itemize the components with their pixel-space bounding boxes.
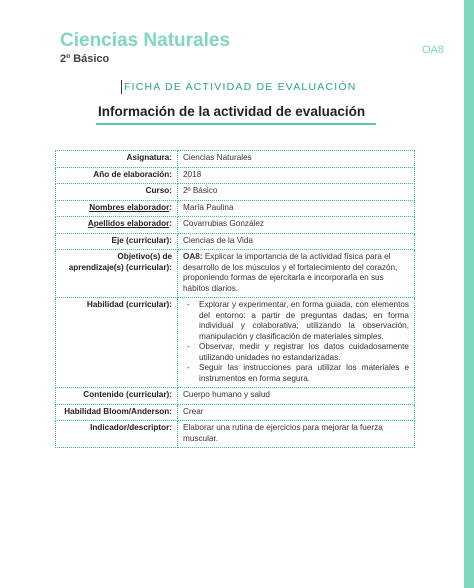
table-row bbox=[56, 388, 415, 405]
nombres-label bbox=[56, 200, 178, 217]
objetivo-value[interactable] bbox=[178, 250, 415, 298]
contenido-value[interactable]: Cuerpo humano y salud bbox=[178, 388, 415, 405]
habilidad-item: - Explorar y experimentar, en forma guiada, con elementos del entorno: a partir de preguntas dadas; en forma individual y colaborativa; utilizando la observación, manipulación y clasificación de materiales simples. bbox=[199, 300, 409, 342]
eje-value[interactable]: Ciencias de la Vida bbox=[178, 233, 415, 250]
habilidad-label: Habilidad (curricular): bbox=[56, 298, 178, 388]
apellidos-label bbox=[56, 217, 178, 234]
table-row bbox=[56, 151, 415, 168]
anio-label: Año de elaboración: bbox=[56, 167, 178, 184]
indicador-value[interactable]: Elaborar una rutina de ejercicios para mejorar la fuerza muscular. bbox=[178, 421, 415, 448]
header-code: OA8 bbox=[421, 44, 444, 56]
text-cursor bbox=[121, 80, 122, 94]
table-row bbox=[56, 200, 415, 217]
table-row bbox=[56, 250, 415, 298]
nombres-label-colon: : bbox=[169, 202, 172, 212]
habilidad-item: - Observar, medir y registrar los datos cuidadosamente utilizando unidades no estandarizadas. bbox=[199, 342, 409, 363]
table-row bbox=[56, 233, 415, 250]
table-row bbox=[56, 217, 415, 234]
apellidos-label-text: Apellidos elaborador bbox=[87, 219, 170, 228]
eje-label: Eje (curricular): bbox=[56, 233, 178, 250]
page-subtitle[interactable]: FICHA DE ACTIVIDAD DE EVALUACIÓN bbox=[124, 81, 357, 93]
page-title: Información de la actividad de evaluación bbox=[98, 104, 366, 119]
header-subtitle: 2º Básico bbox=[60, 53, 110, 65]
objetivo-text: Explicar la importancia de la actividad física para el desarrollo de los músculos y el fortalecimiento del corazón, proponiendo formas de ejercitarla e incorporarla en sus hábitos diarios. bbox=[183, 252, 398, 293]
table-row bbox=[56, 421, 415, 448]
nombres-label-text: Nombres elaborador bbox=[89, 202, 170, 212]
habilidad-item: - Seguir las instrucciones para utilizar los materiales e instrumentos en forma segura. bbox=[199, 363, 409, 384]
bloom-value[interactable]: Crear bbox=[178, 404, 415, 421]
asignatura-label: Asignatura: bbox=[56, 151, 178, 168]
habilidad-list bbox=[183, 300, 409, 384]
indicador-label: Indicador/descriptor: bbox=[56, 421, 178, 448]
title-underline bbox=[96, 123, 376, 125]
table-row bbox=[56, 167, 415, 184]
habilidad-value[interactable] bbox=[178, 298, 415, 388]
nombres-value[interactable]: María Paulina bbox=[178, 200, 415, 217]
table-row bbox=[56, 184, 415, 201]
table-row bbox=[56, 404, 415, 421]
bloom-label: Habilidad Bloom/Anderson: bbox=[56, 404, 178, 421]
decorative-side-band bbox=[464, 0, 474, 588]
objetivo-code: OA8: bbox=[183, 252, 203, 261]
curso-value[interactable]: 2º Básico bbox=[178, 184, 415, 201]
objetivo-label: Objetivo(s) de aprendizaje(s) (curricular): bbox=[56, 250, 178, 298]
contenido-label: Contenido (curricular): bbox=[56, 388, 178, 405]
table-row bbox=[56, 298, 415, 388]
header-title: Ciencias Naturales bbox=[60, 30, 231, 51]
asignatura-value[interactable]: Ciencias Naturales bbox=[178, 151, 415, 168]
evaluation-info-table bbox=[55, 150, 415, 448]
curso-label: Curso: bbox=[56, 184, 178, 201]
apellidos-label-colon: : bbox=[169, 219, 172, 228]
anio-value[interactable]: 2018 bbox=[178, 167, 415, 184]
apellidos-value[interactable]: Covarrubias González bbox=[178, 217, 415, 234]
